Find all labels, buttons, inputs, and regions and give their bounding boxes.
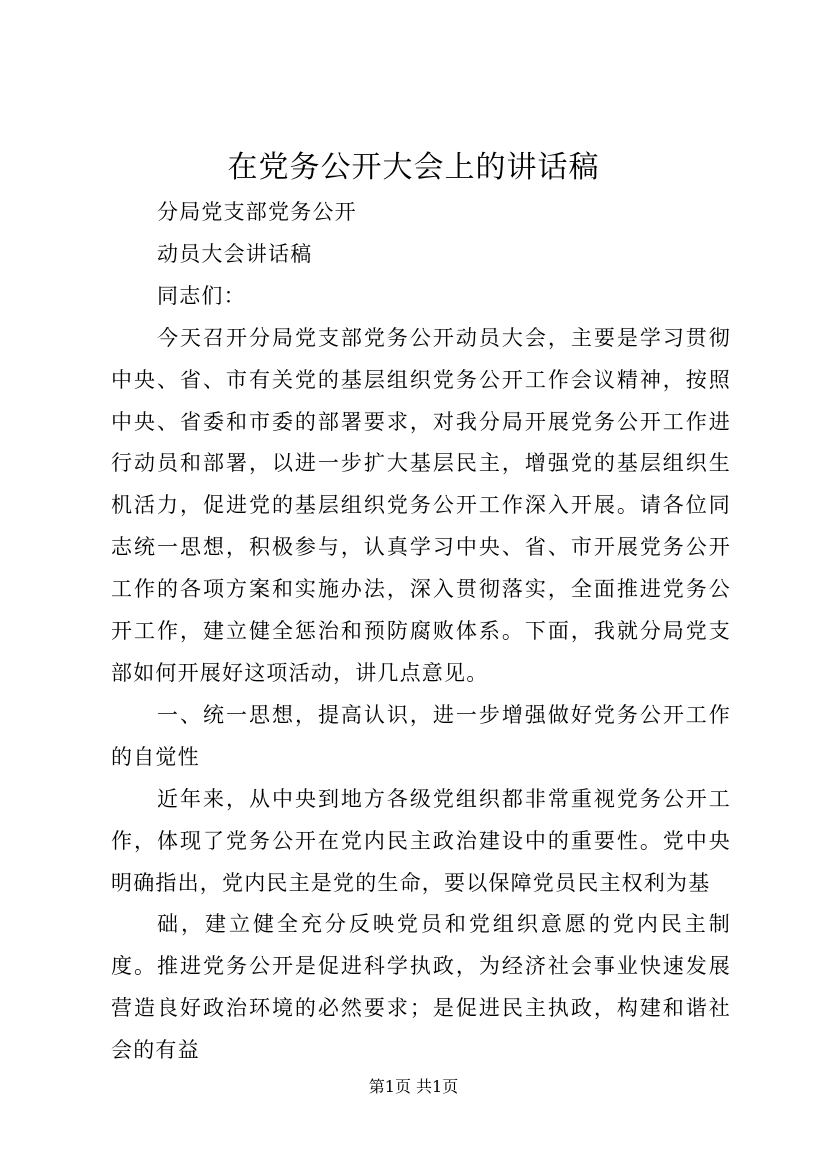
paragraph-1: 今天召开分局党支部党务公开动员大会，主要是学习贯彻中央、省、市有关党的基层组织党务公开工作会议精神，按照中央、省委和市委的部署要求，对我分局开展党务公开工作进行动员和部署，以进一步扩大基层民主，增强党的基层组织生机活力，促进党的基层组织党务公开工作深入开展。请各位同志统一思想，积极参与，认真学习中央、省、市开展党务公开工作的各项方案和实施办法，深入贯彻落实，全面推进党务公开工作，建立健全惩治和预防腐败体系。下面，我就分局党支部如何开展好这项活动，讲几点意见。: [111, 325, 731, 685]
subtitle-line-2: 动员大会讲话稿: [157, 241, 313, 266]
subtitle-line-1: 分局党支部党务公开: [157, 200, 357, 224]
paragraph-3: 础，建立健全充分反映党员和党组织意愿的党内民主制度。推进党务公开是促进科学执政，为经济社会事业快速发展营造良好政治环境的必然要求；是促进民主执政，构建和谐社会的有益: [111, 912, 731, 1063]
salutation: 同志们：: [157, 283, 246, 308]
paragraph-2: 近年来，从中央到地方各级党组织都非常重视党务公开工作，体现了党务公开在党内民主政治建设中的重要性。党中央明确指出，党内民主是党的生命，要以保障党员民主权利为基: [111, 786, 731, 895]
document-body: [111, 192, 731, 1072]
page-number: 第1页 共1页: [368, 1077, 459, 1096]
document-title: 在党务公开大会上的讲话稿: [227, 150, 600, 185]
section-heading-1: 一、统一思想，提高认识，进一步增强做好党务公开工作的自觉性: [111, 702, 731, 769]
